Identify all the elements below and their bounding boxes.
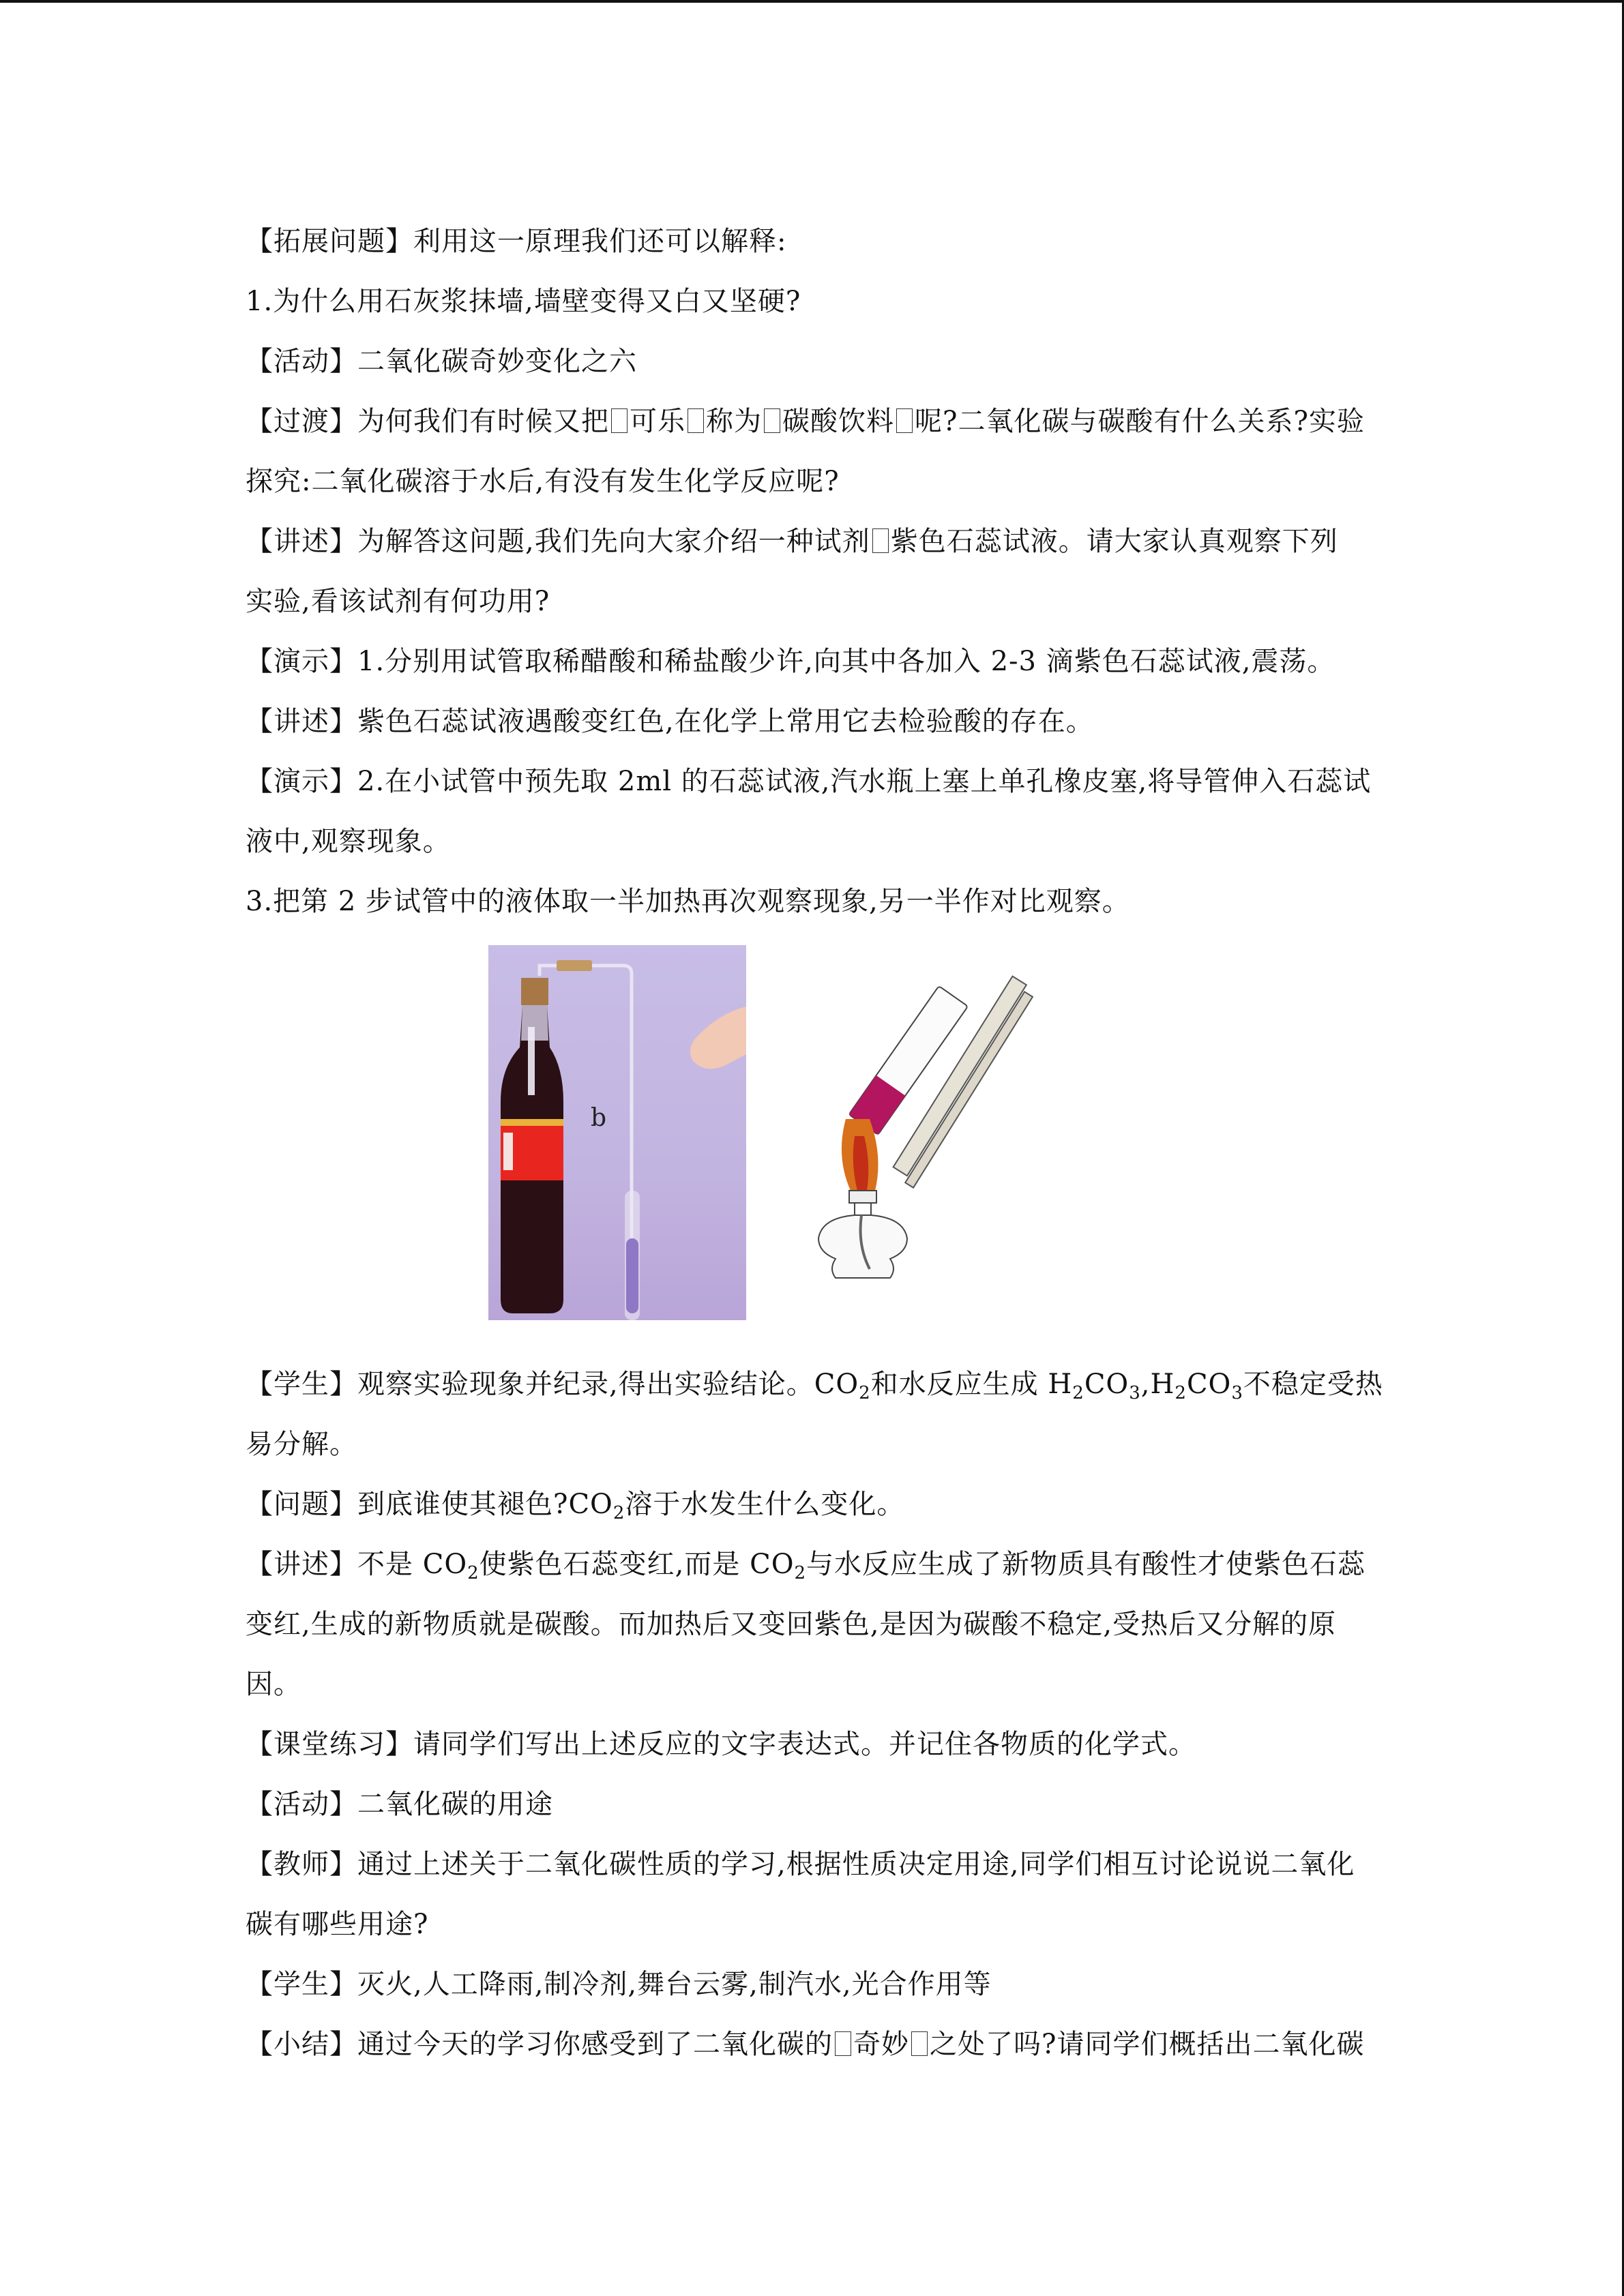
- paragraph-text: 碳有哪些用途?: [246, 1909, 429, 1940]
- experiment-figures: [246, 938, 1378, 1354]
- paragraph-student-1-cont: [246, 1414, 1378, 1474]
- paragraph-summary: [246, 2014, 1378, 2074]
- section-tag: 【教师】: [246, 1849, 357, 1880]
- section-tag: 【讲述】: [246, 1549, 357, 1580]
- paragraph-question: [246, 1474, 1378, 1534]
- text-part: 称为: [706, 406, 762, 437]
- text-part: 为何我们有时候又把: [357, 406, 609, 437]
- paragraph-text: 1.为什么用石灰浆抹墙,墙壁变得又白又坚硬?: [246, 286, 801, 317]
- section-tag: 【问题】: [246, 1489, 357, 1520]
- text-part: CO: [1084, 1369, 1130, 1400]
- section-tag: 【学生】: [246, 1969, 357, 2000]
- text-part: 碳酸饮料: [782, 406, 894, 437]
- text-part: 到底谁使其褪色?CO: [357, 1489, 613, 1520]
- paragraph-question-1: [246, 271, 1378, 331]
- subscript: 2: [467, 1563, 479, 1583]
- paragraph-student-2: [246, 1954, 1378, 2014]
- text-part: 观察实验现象并纪录,得出实验结论。CO: [357, 1369, 859, 1400]
- subscript: 2: [1072, 1383, 1084, 1403]
- text-part: 和水反应生成 H: [870, 1369, 1073, 1400]
- paragraph-text: 实验,看该试剂有何功用?: [246, 586, 550, 617]
- paragraph-text: 紫色石蕊试液遇酸变红色,在化学上常用它去检验酸的存在。: [357, 706, 1094, 737]
- paragraph-text: 灭火,人工降雨,制冷剂,舞台云雾,制汽水,光合作用等: [357, 1969, 992, 2000]
- document-page: [246, 211, 1383, 2074]
- paragraph-text: 通过上述关于二氧化碳性质的学习,根据性质决定用途,同学们相互讨论说说二氧化: [357, 1849, 1355, 1880]
- section-tag: 【过渡】: [246, 406, 357, 437]
- text-part: 溶于水发生什么变化。: [625, 1489, 905, 1520]
- paragraph-teacher: [246, 1834, 1378, 1894]
- missing-glyph-box: [872, 528, 889, 553]
- paragraph-text: 变红,生成的新物质就是碳酸。而加热后又变回紫色,是因为碳酸不稳定,受热后又分解的原: [246, 1609, 1337, 1640]
- paragraph-demo-2-cont: [246, 811, 1378, 871]
- paragraph-transition-cont: [246, 451, 1378, 511]
- paragraph-lecture-1: [246, 511, 1378, 571]
- text-part: 使紫色石蕊变红,而是 CO: [479, 1549, 795, 1580]
- paragraph-lecture-3-cont2: [246, 1654, 1378, 1714]
- paragraph-teacher-cont: [246, 1894, 1378, 1954]
- text-part: 与水反应生成了新物质具有酸性才使紫色石蕊: [806, 1549, 1366, 1580]
- text-part: 不稳定受热: [1243, 1369, 1383, 1400]
- cola-experiment-photo: [488, 945, 746, 1320]
- missing-glyph-box: [764, 408, 780, 433]
- alcohol-lamp-illustration: [815, 959, 1088, 1286]
- svg-text:b: b: [591, 1104, 608, 1132]
- text-part: 之处了吗?请同学们概括出二氧化碳: [930, 2029, 1365, 2060]
- section-tag: 【讲述】: [246, 706, 357, 737]
- section-tag: 【演示】: [246, 766, 357, 797]
- subscript: 3: [1231, 1383, 1243, 1403]
- paragraph-text: 2.在小试管中预先取 2ml 的石蕊试液,汽水瓶上塞上单孔橡皮塞,将导管伸入石蕊试: [357, 766, 1372, 797]
- cola-bottle-illustration: [488, 945, 746, 1320]
- paragraph-extension-question: [246, 211, 1378, 271]
- section-tag: 【活动】: [246, 346, 357, 377]
- paragraph-practice: [246, 1714, 1378, 1774]
- heating-drawing: [815, 959, 1088, 1286]
- subscript: 2: [612, 1503, 625, 1523]
- text-part: 为解答这问题,我们先向大家介绍一种试剂: [357, 526, 870, 557]
- text-part: CO: [1186, 1369, 1232, 1400]
- text-part: 不是 CO: [357, 1549, 468, 1580]
- text-part: 紫色石蕊试液。请大家认真观察下列: [890, 526, 1338, 557]
- section-tag: 【学生】: [246, 1369, 357, 1400]
- text-part: 通过今天的学习你感受到了二氧化碳的: [357, 2029, 833, 2060]
- paragraph-demo-3: [246, 871, 1378, 931]
- paragraph-transition: [246, 391, 1378, 451]
- section-tag: 【小结】: [246, 2029, 357, 2060]
- paragraph-demo-1: [246, 631, 1378, 691]
- section-tag: 【课堂练习】: [246, 1729, 413, 1760]
- page-top-border: [0, 0, 1624, 3]
- paragraph-demo-2: [246, 751, 1378, 811]
- paragraph-activity-6: [246, 331, 1378, 391]
- paragraph-student-1: [246, 1354, 1383, 1414]
- subscript: 2: [1175, 1383, 1187, 1403]
- section-tag: 【讲述】: [246, 526, 357, 557]
- paragraph-lecture-1-cont: [246, 571, 1378, 631]
- text-part: 奇妙: [853, 2029, 909, 2060]
- subscript: 3: [1129, 1383, 1141, 1403]
- paragraph-text: 1.分别用试管取稀醋酸和稀盐酸少许,向其中各加入 2-3 滴紫色石蕊试液,震荡。: [357, 646, 1335, 677]
- missing-glyph-box: [911, 2031, 928, 2056]
- section-tag: 【活动】: [246, 1789, 357, 1820]
- paragraph-text: 请同学们写出上述反应的文字表达式。并记住各物质的化学式。: [413, 1729, 1196, 1760]
- subscript: 2: [794, 1563, 807, 1583]
- paragraph-lecture-2: [246, 691, 1378, 751]
- missing-glyph-box: [611, 408, 628, 433]
- paragraph-text: 液中,观察现象。: [246, 826, 451, 857]
- missing-glyph-box: [688, 408, 704, 433]
- paragraph-lecture-3-cont1: [246, 1594, 1378, 1654]
- text-part: 呢?二氧化碳与碳酸有什么关系?实验: [915, 406, 1365, 437]
- text-part: ,H: [1140, 1369, 1175, 1400]
- subscript: 2: [859, 1383, 871, 1403]
- section-tag: 【拓展问题】: [246, 226, 413, 257]
- missing-glyph-box: [896, 408, 913, 433]
- paragraph-activity-uses: [246, 1774, 1378, 1834]
- paragraph-text: 因。: [246, 1669, 301, 1700]
- paragraph-text: 利用这一原理我们还可以解释:: [413, 226, 787, 257]
- paragraph-text: 探究:二氧化碳溶于水后,有没有发生化学反应呢?: [246, 466, 840, 497]
- paragraph-text: 二氧化碳的用途: [357, 1789, 553, 1820]
- missing-glyph-box: [835, 2031, 851, 2056]
- paragraph-text: 易分解。: [246, 1429, 357, 1460]
- paragraph-text: 二氧化碳奇妙变化之六: [357, 346, 637, 377]
- paragraph-text: 3.把第 2 步试管中的液体取一半加热再次观察现象,另一半作对比观察。: [246, 886, 1130, 917]
- text-part: 可乐: [630, 406, 685, 437]
- section-tag: 【演示】: [246, 646, 357, 677]
- paragraph-lecture-3: [246, 1534, 1378, 1594]
